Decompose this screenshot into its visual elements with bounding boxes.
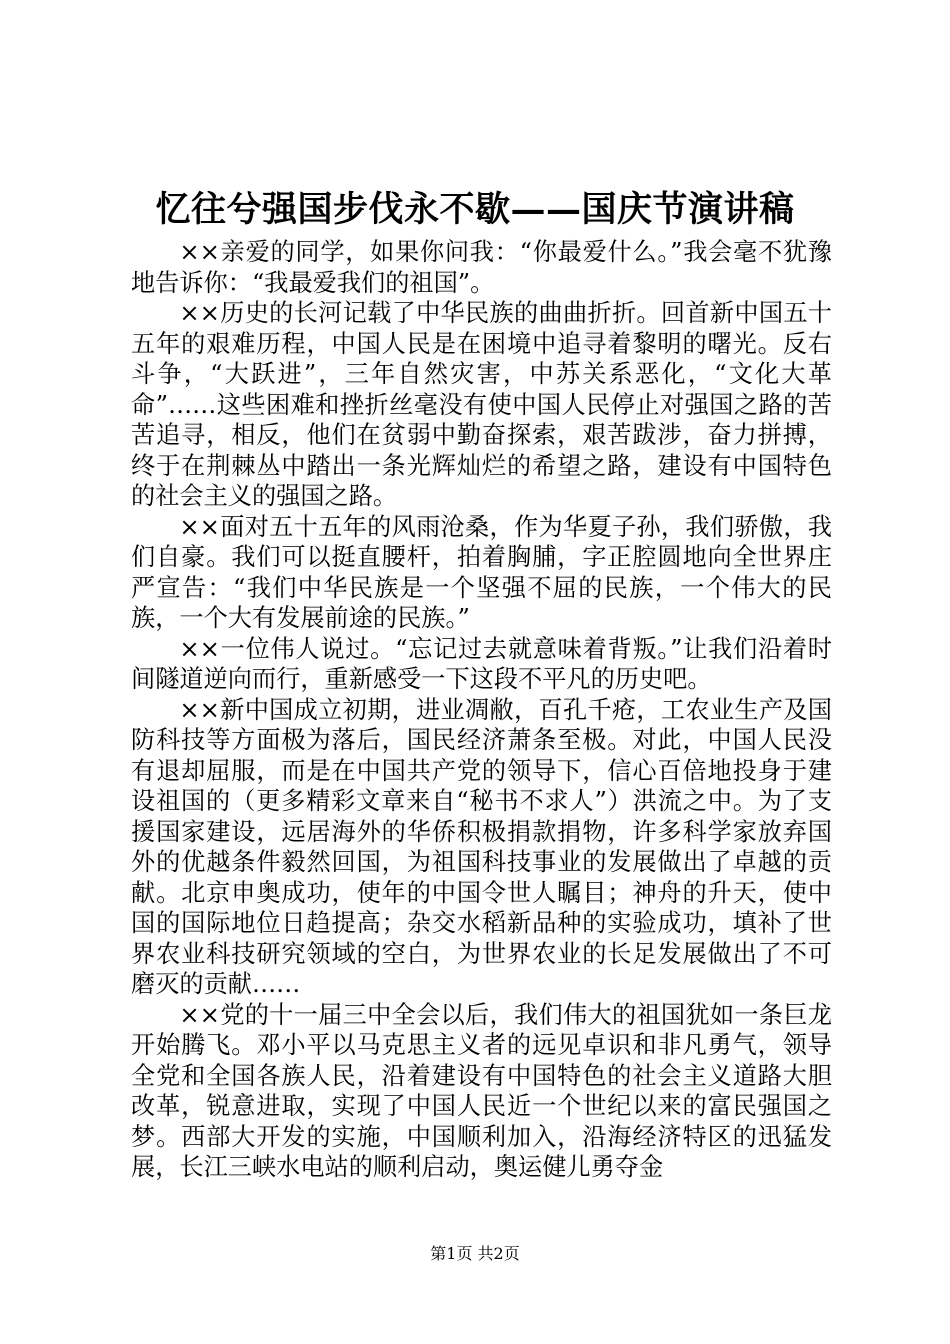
paragraph-3: ××面对五十五年的风雨沧桑，作为华夏子孙，我们骄傲，我们自豪。我们可以挺直腰杆，拍着胸脯，字正腔圆地向全世界庄严宣告：“我们中华民族是一个坚强不屈的民族，一个伟大的民族，一个大有发展前途的民族。” [131, 512, 832, 632]
paragraph-2: ××历史的长河记载了中华民族的曲曲折折。回首新中国五十五年的艰难历程，中国人民是在困境中追寻着黎明的曙光。反右斗争，“大跃进”，三年自然灾害，中苏关系恶化，“文化大革命”……这些困难和挫折丝毫没有使中国人民停止对强国之路的苦苦追寻，相反，他们在贫弱中勤奋探索，艰苦跋涉，奋力拼搏，终于在荆棘丛中踏出一条光辉灿烂的希望之路，建设有中国特色的社会主义的强国之路。 [131, 299, 832, 510]
document-title: 忆往兮强国步伐永不歇——国庆节演讲稿 [155, 189, 795, 230]
paragraph-4: ××一位伟人说过。“忘记过去就意味着背叛。”让我们沿着时间隧道逆向而行，重新感受一下这段不平凡的历史吧。 [131, 634, 832, 693]
document-body [131, 237, 832, 1183]
paragraph-5: ××新中国成立初期，进业凋敝，百孔千疮，工农业生产及国防科技等方面极为落后，国民经济萧条至极。对此，中国人民没有退却屈服，而是在中国共产党的领导下，信心百倍地投身于建设祖国的（更多精彩文章来自“秘书不求人”）洪流之中。为了支援国家建设，远居海外的华侨积极捐款捐物，许多科学家放弃国外的优越条件毅然回国，为祖国科技事业的发展做出了卓越的贡献。北京申奥成功，使年的中国令世人瞩目；神舟的升天，使中国的国际地位日趋提高；杂交水稻新品种的实验成功，填补了世界农业科技研究领域的空白，为世界农业的长足发展做出了不可磨灭的贡献…… [131, 695, 832, 998]
paragraph-6: ××党的十一届三中全会以后，我们伟大的祖国犹如一条巨龙开始腾飞。邓小平以马克思主义者的远见卓识和非凡勇气，领导全党和全国各族人民，沿着建设有中国特色的社会主义道路大胆改革，锐意进取，实现了中国人民近一个世纪以来的富民强国之梦。西部大开发的实施，中国顺利加入，沿海经济特区的迅猛发展，长江三峡水电站的顺利启动，奥运健儿勇夺金 [131, 1000, 832, 1181]
page-number-footer: 第1页 共2页 [430, 1244, 520, 1263]
paragraph-1: ××亲爱的同学，如果你问我：“你最爱什么。”我会毫不犹豫地告诉你：“我最爱我们的祖国”。 [131, 238, 832, 297]
